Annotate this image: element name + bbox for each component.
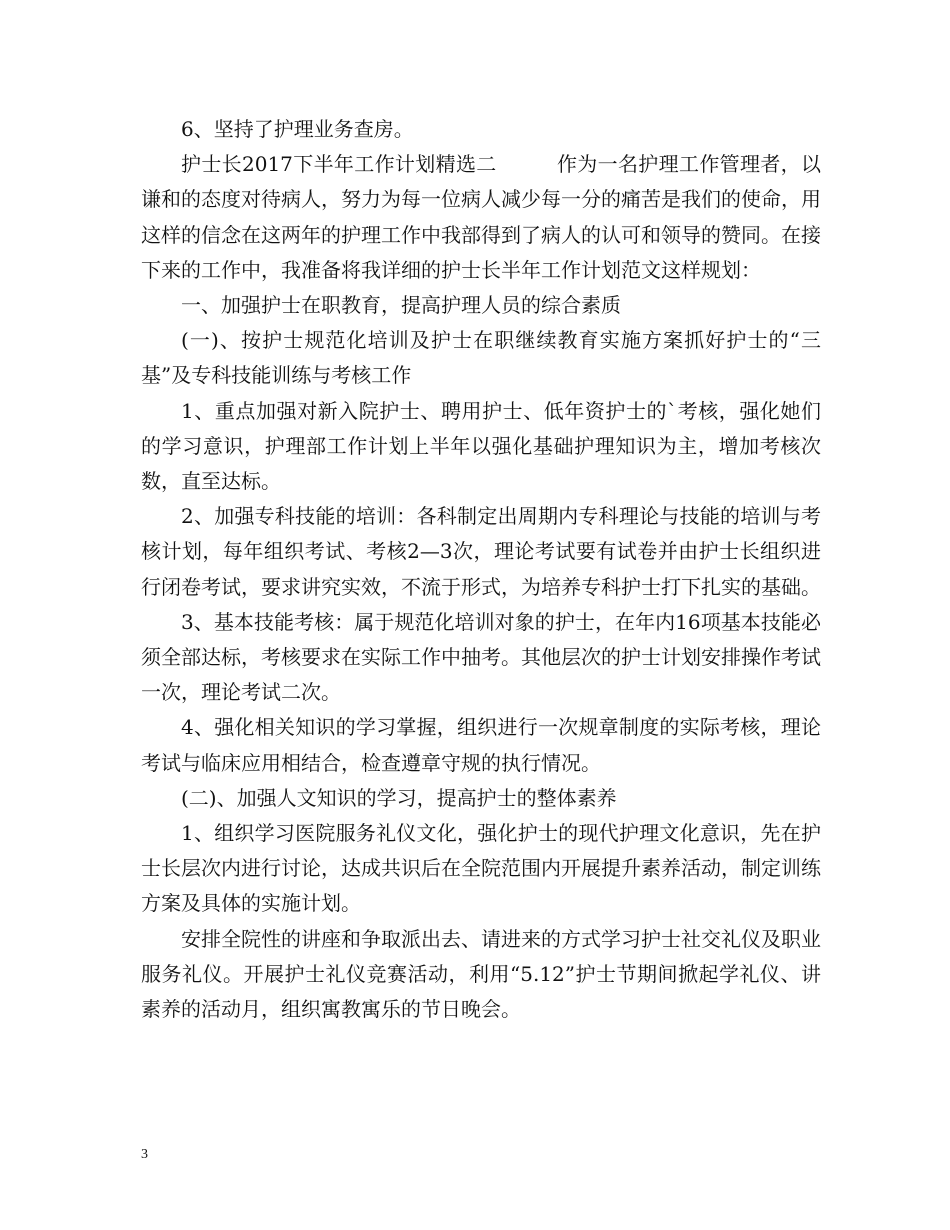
paragraph-text: 3、基本技能考核：属于规范化培训对象的护士，在年内16项基本技能必须全部达标，考核要求在实际工作中抽考。其他层次的护士计划安排操作考试一次，理论考试二次。 bbox=[141, 609, 821, 705]
page-number: 3 bbox=[141, 1147, 148, 1162]
paragraph-text: 1、重点加强对新入院护士、聘用护士、低年资护士的`考核，强化她们的学习意识，护理部工作计划上半年以强化基础护理知识为主，增加考核次数，直至达标。 bbox=[141, 398, 821, 494]
paragraph-plan-intro bbox=[141, 147, 821, 288]
paragraph-point-1b bbox=[141, 816, 821, 922]
document-body bbox=[141, 112, 821, 1027]
subheading-text: (二)、加强人文知识的学习，提高护士的整体素养 bbox=[181, 785, 617, 810]
paragraph-point-3 bbox=[141, 605, 821, 711]
heading-text: 一、加强护士在职教育，提高护理人员的综合素质 bbox=[181, 293, 621, 318]
section-title: 护士长2017下半年工作计划精选二 bbox=[181, 152, 497, 177]
paragraph-text: 6、坚持了护理业务查房。 bbox=[181, 117, 414, 141]
subheading-part-1 bbox=[141, 323, 821, 393]
subheading-text: (一)、按护士规范化培训及护士在职继续教育实施方案抓好护士的“三基”及专科技能训练与考核工作 bbox=[141, 328, 821, 388]
paragraph-text: 2、加强专科技能的培训：各科制定出周期内专科理论与技能的培训与考核计划，每年组织考试、考核2—3次，理论考试要有试卷并由护士长组织进行闭卷考试，要求讲究实效，不流于形式，为培养专科护士打下扎实的基础。 bbox=[141, 504, 821, 599]
subheading-part-2 bbox=[141, 781, 821, 816]
paragraph-text: 作为一名护理工作管理者，以谦和的态度对待病人，努力为每一位病人减少每一分的痛苦是我们的使命，用这样的信念在这两年的护理工作中我部得到了病人的认可和领导的赞同。在接下来的工作中，我准备将我详细的护士长半年工作计划范文这样规划： bbox=[141, 152, 822, 282]
paragraph-point-4 bbox=[141, 710, 821, 780]
paragraph-item-6 bbox=[141, 112, 821, 147]
paragraph-text: 安排全院性的讲座和争取派出去、请进来的方式学习护士社交礼仪及职业服务礼仪。开展护士礼仪竞赛活动，利用“5.12”护士节期间掀起学礼仪、讲素养的活动月，组织寓教寓乐的节日晚会。 bbox=[141, 926, 821, 1022]
paragraph-point-1 bbox=[141, 394, 821, 500]
paragraph-point-2 bbox=[141, 499, 821, 605]
heading-section-1 bbox=[141, 288, 821, 323]
paragraph-text: 1、组织学习医院服务礼仪文化，强化护士的现代护理文化意识，先在护士长层次内进行讨论，达成共识后在全院范围内开展提升素养活动，制定训练方案及具体的实施计划。 bbox=[141, 821, 821, 916]
paragraph-text: 4、强化相关知识的学习掌握，组织进行一次规章制度的实际考核，理论考试与临床应用相结合，检查遵章守规的执行情况。 bbox=[141, 715, 821, 775]
paragraph-etiquette bbox=[141, 922, 821, 1028]
